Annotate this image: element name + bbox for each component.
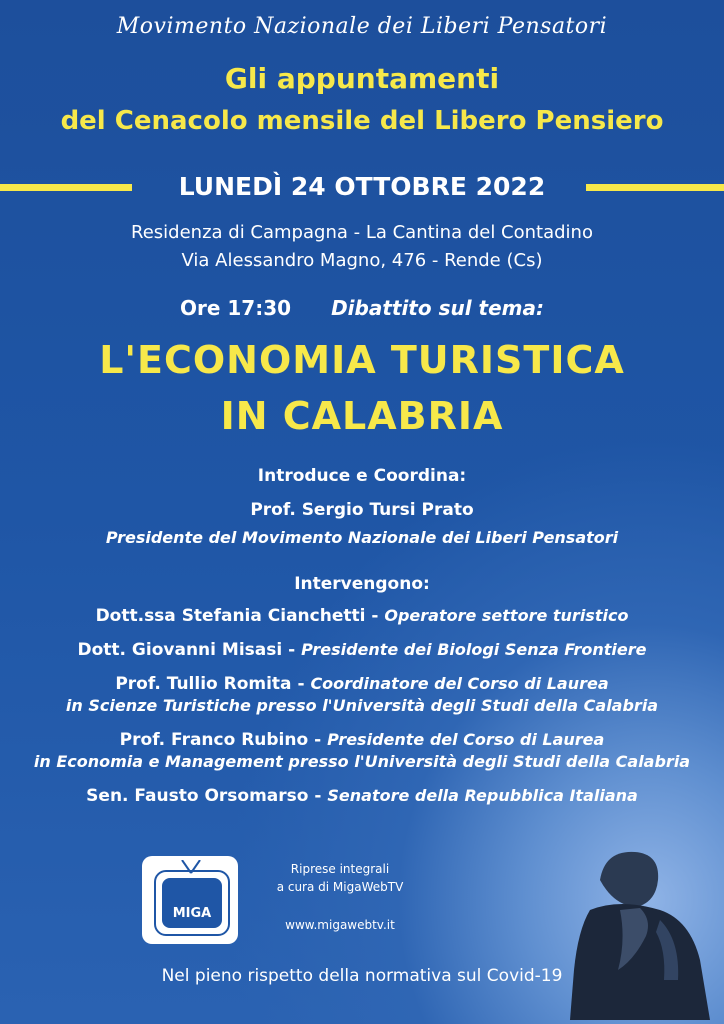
logo-text: MIGA (172, 906, 212, 921)
speaker-name: Dott.ssa Stefania Cianchetti (95, 606, 366, 626)
speaker-separator: - (308, 730, 328, 750)
speaker-name: Dott. Giovanni Misasi (77, 640, 283, 660)
speaker-name: Prof. Franco Rubino (119, 730, 309, 750)
moderator-label: Introduce e Coordina: (257, 466, 467, 486)
speaker-role-continued: in Scienze Turistiche presso l'Università degli Studi della Calabria (65, 696, 659, 715)
topic-line-1: L'ECONOMIA TURISTICA (99, 338, 625, 382)
speaker-row (0, 606, 724, 626)
heading-line-2: del Cenacolo mensile del Libero Pensiero (60, 106, 664, 136)
speaker-role: Presidente dei Biologi Senza Frontiere (301, 640, 647, 659)
speaker-row (0, 640, 724, 660)
credits-url[interactable]: www.migawebtv.it (285, 918, 395, 932)
speaker-name: Prof. Tullio Romita (115, 674, 292, 694)
speaker-separator: - (291, 674, 311, 694)
venue-address: Via Alessandro Magno, 476 - Rende (Cs) (181, 250, 543, 271)
tv-screen (162, 878, 222, 928)
tv-icon (154, 870, 230, 936)
heading-line-1: Gli appuntamenti (224, 62, 500, 95)
speaker-row (0, 730, 724, 750)
thinker-statue-image (560, 840, 710, 1020)
moderator-name: Prof. Sergio Tursi Prato (250, 500, 474, 520)
event-date: LUNEDÌ 24 OTTOBRE 2022 (178, 172, 546, 201)
speaker-separator: - (308, 786, 328, 806)
moderator-role: Presidente del Movimento Nazionale dei Liberi Pensatori (105, 528, 619, 547)
organization-name: Movimento Nazionale dei Liberi Pensatori (116, 14, 608, 39)
speaker-separator: - (282, 640, 302, 660)
speaker-role: Coordinatore del Corso di Laurea (310, 674, 609, 693)
event-time: Ore 17:30 (180, 296, 292, 320)
antenna-icon (174, 860, 208, 874)
speaker-row (0, 786, 724, 806)
speaker-role-continued: in Economia e Management presso l'Università degli Studi della Calabria (33, 752, 691, 771)
migawebtv-logo (142, 856, 238, 944)
speaker-role: Presidente del Corso di Laurea (327, 730, 605, 749)
speaker-separator: - (365, 606, 385, 626)
speaker-role: Senatore della Repubblica Italiana (327, 786, 638, 805)
speaker-role: Operatore settore turistico (384, 606, 629, 625)
speaker-row (0, 674, 724, 694)
topic-line-2: IN CALABRIA (220, 394, 504, 438)
credits-line-1: Riprese integrali (290, 862, 390, 876)
debate-label: Dibattito sul tema: (331, 296, 544, 320)
venue-name: Residenza di Campagna - La Cantina del Contadino (131, 222, 593, 243)
covid-notice: Nel pieno rispetto della normativa sul Covid-19 (161, 966, 563, 986)
credits-line-2: a cura di MigaWebTV (276, 880, 404, 894)
speakers-label: Intervengono: (294, 574, 430, 594)
speaker-name: Sen. Fausto Orsomarso (86, 786, 309, 806)
time-line (0, 296, 724, 320)
